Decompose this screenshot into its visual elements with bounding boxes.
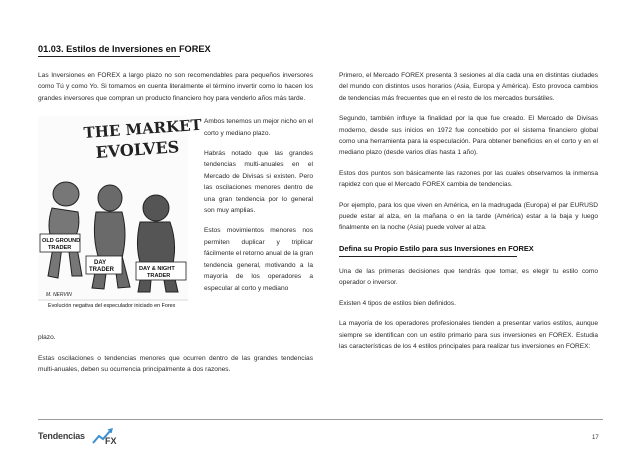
fx-logo-icon xyxy=(91,428,121,446)
right-paragraph-6: Existen 4 tipos de estilos bien definidos. xyxy=(339,299,456,307)
left-paragraph-1: Las Inversiones en FOREX a largo plazo no son recomendables para pequeños inversores como Tú y como Yo. Si tomamos en cuenta literalmente el término invertir como lo hacen los grandes inversores que compran un producto financiero hoy para venderlo años más tarde. xyxy=(38,72,313,102)
market-evolves-cartoon xyxy=(38,115,203,324)
logo-text: Tendencias xyxy=(38,431,85,441)
figure-row xyxy=(38,116,313,338)
right-paragraph-5: Una de las primeras decisiones que tendrás que tomar, es elegir tu estilo como operador o inversor. xyxy=(339,267,598,287)
figure-caption: Evolución negativa del especulador iniciado en Forex xyxy=(48,303,176,310)
right-paragraph-3: Estos dos puntos son básicamente las razones por las cuales observamos la inmensa rapidez con que el Mercado FOREX cambia de tendencias. xyxy=(339,169,598,189)
side-paragraph-3: Estos movimientos menores nos permiten duplicar y triplicar fácilmente el retorno anual de la gran tendencia general, motivando a la mayoría de los operadores a especular al corto y mediano xyxy=(204,227,313,292)
side-paragraph-1: Ambos tenemos un mejor nicho en el corto y mediano plazo. xyxy=(204,118,313,137)
cartoon-headline-1: THE MARKET xyxy=(83,115,203,143)
label-day-trader: DAY xyxy=(94,260,107,267)
cartoon-signature: M. NERVIN xyxy=(46,292,72,299)
section-heading: Defina su Propio Estilo para sus Inversiones en FOREX xyxy=(339,243,534,253)
figure-side-text xyxy=(204,116,313,294)
svg-text:TRADER: TRADER xyxy=(48,245,72,252)
right-paragraph-7: La mayoría de los operadores profesionales tienden a presentar varios estilos, aunque siempre se identifican con un estilo primario para sus inversiones en FOREX. Estudia las características de los 4 estilos principales para realizar tus inversiones en FOREX: xyxy=(339,320,598,350)
tendencias-fx-logo xyxy=(38,428,128,446)
left-paragraph-last: Estas oscilaciones o tendencias menores que ocurren dentro de las grandes tendencias multi-anuales, deben su ocurrencia principalmente a dos razones. xyxy=(38,354,313,374)
svg-text:TRADER: TRADER xyxy=(147,273,171,280)
right-paragraph-1: Primero, el Mercado FOREX presenta 3 sesiones al día cada una en distintas ciudades del mundo con distintos usos horarios (Asia, Europa y América). Esto provoca cambios de tendencias más frecuentes que en el resto de los mercados bursátiles. xyxy=(339,72,598,102)
left-paragraph-continued: plazo. xyxy=(38,334,56,342)
right-paragraph-2: Segundo, también influye la finalidad por la que fue creado. El Mercado de Divisas moderno, desde sus inicios en 1972 fue concebido por el sistema financiero global como una herramienta para la especulación. Para obtener beneficios en el corto y en el mediano plazo (desde varios días hasta 1 año). xyxy=(339,115,598,157)
svg-text:TRADER: TRADER xyxy=(89,267,114,274)
side-paragraph-2: Habrás notado que las grandes tendencias multi-anuales en el Mercado de Divisas si existen. Pero las oscilaciones menores dentro de una gran tendencia por lo general son muy amplias. xyxy=(204,150,313,215)
left-column xyxy=(38,70,313,375)
page-title: 01.03. Estilos de Inversiones en FOREX xyxy=(38,44,211,54)
title-underline xyxy=(38,56,180,57)
footer-rule xyxy=(38,419,603,420)
right-paragraph-4: Por ejemplo, para los que viven en América, en la madrugada (Europa) el par EURUSD puede estar al alza, en la mañana o en la tarde (América) estar a la baja y luego finalmente en la noche (Asia) puede volver al alza. xyxy=(339,201,598,232)
right-column xyxy=(339,70,598,352)
label-old-trader: OLD GROUND xyxy=(42,238,81,245)
label-day-night-trader: DAY & NIGHT xyxy=(139,266,175,273)
cartoon-illustration xyxy=(38,115,203,301)
cartoon-headline-2: EVOLVES xyxy=(94,137,180,163)
page-number: 17 xyxy=(592,435,599,441)
logo-mark-text: FX xyxy=(105,436,117,446)
